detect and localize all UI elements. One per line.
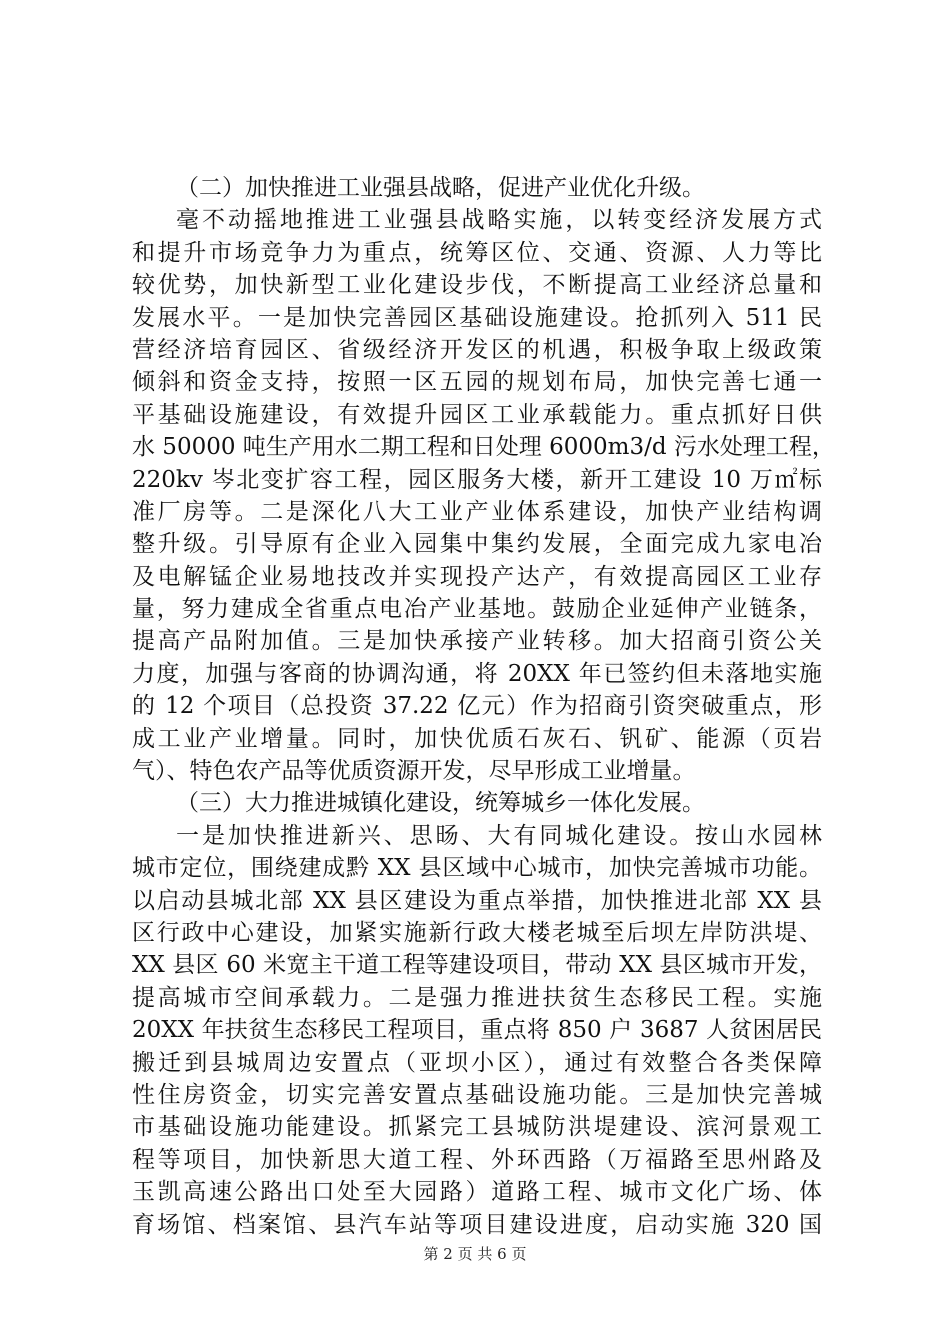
text-line: 区行政中心建设，加紧实施新行政大楼老城至后坝左岸防洪堤、 <box>132 919 822 946</box>
text-line: 20XX 年扶贫生态移民工程项目，重点将 850 户 3687 人贫困居民 <box>132 1017 822 1044</box>
text-line: 市基础设施功能建设。抓紧完工县城防洪堤建设、滨河景观工 <box>132 1114 822 1141</box>
text-line: 的 12 个项目（总投资 37.22 亿元）作为招商引资突破重点，形 <box>132 693 822 720</box>
text-line: 准厂房等。二是深化八大工业产业体系建设，加快产业结构调 <box>132 498 822 525</box>
text-line: （二）加快推进工业强县战略，促进产业优化升级。 <box>176 175 705 201</box>
text-line: 平基础设施建设，有效提升园区工业承载能力。重点抓好日供 <box>132 401 822 428</box>
text-line: 整升级。引导原有企业入园集中集约发展，全面完成九家电冶 <box>132 531 822 558</box>
text-line: 220kv 岑北变扩容工程，园区服务大楼，新开工建设 10 万㎡标 <box>132 466 822 493</box>
text-line: 育场馆、档案馆、县汽车站等项目建设进度，启动实施 320 国 <box>132 1211 822 1238</box>
text-line: 提高产品附加值。三是加快承接产业转移。加大招商引资公关 <box>132 628 822 655</box>
text-line: 倾斜和资金支持，按照一区五园的规划布局，加快完善七通一 <box>132 369 822 396</box>
document-body <box>132 172 835 1241</box>
text-line: 及电解锰企业易地技改并实现投产达产，有效提高园区工业存 <box>132 563 822 590</box>
text-line: 发展水平。一是加快完善园区基础设施建设。抢抓列入 511 民 <box>132 304 822 331</box>
text-line: 提高城市空间承载力。二是强力推进扶贫生态移民工程。实施 <box>132 984 822 1011</box>
text-line: 力度，加强与客商的协调沟通，将 20XX 年已签约但未落地实施 <box>132 660 822 687</box>
text-line: 一是加快推进新兴、思旸、大有同城化建设。按山水园林 <box>176 822 822 849</box>
text-line: 量，努力建成全省重点电冶产业基地。鼓励企业延伸产业链条， <box>132 596 822 623</box>
text-line: 水 50000 吨生产用水二期工程和日处理 6000m3/d 污水处理工程， <box>132 434 835 461</box>
text-line: XX 县区 60 米宽主干道工程等建设项目，带动 XX 县区城市开发， <box>132 952 822 979</box>
text-line: 搬迁到县城周边安置点（亚坝小区），通过有效整合各类保障 <box>132 1049 822 1076</box>
text-line: 营经济培育园区、省级经济开发区的机遇，积极争取上级政策 <box>132 336 822 363</box>
page-number-footer: 第 2 页 共 6 页 <box>423 1245 527 1263</box>
text-line: 玉凯高速公路出口处至大园路）道路工程、城市文化广场、体 <box>132 1179 822 1206</box>
text-line: 性住房资金，切实完善安置点基础设施功能。三是加快完善城 <box>132 1081 822 1108</box>
text-line: 城市定位，围绕建成黔 XX 县区域中心城市，加快完善城市功能。 <box>132 855 822 882</box>
text-line: 成工业产业增量。同时，加快优质石灰石、钒矿、能源（页岩 <box>132 725 822 752</box>
text-line: 以启动县城北部 XX 县区建设为重点举措，加快推进北部 XX 县 <box>132 887 822 914</box>
text-line: 毫不动摇地推进工业强县战略实施，以转变经济发展方式 <box>176 207 822 234</box>
text-line: 程等项目，加快新思大道工程、外环西路（万福路至思州路及 <box>132 1146 822 1173</box>
text-line: 和提升市场竞争力为重点，统筹区位、交通、资源、人力等比 <box>132 239 822 266</box>
text-line: 较优势，加快新型工业化建设步伐，不断提高工业经济总量和 <box>132 272 822 299</box>
text-line: 气）、特色农产品等优质资源开发，尽早形成工业增量。 <box>132 758 696 785</box>
text-line: （三）大力推进城镇化建设，统筹城乡一体化发展。 <box>176 790 705 817</box>
